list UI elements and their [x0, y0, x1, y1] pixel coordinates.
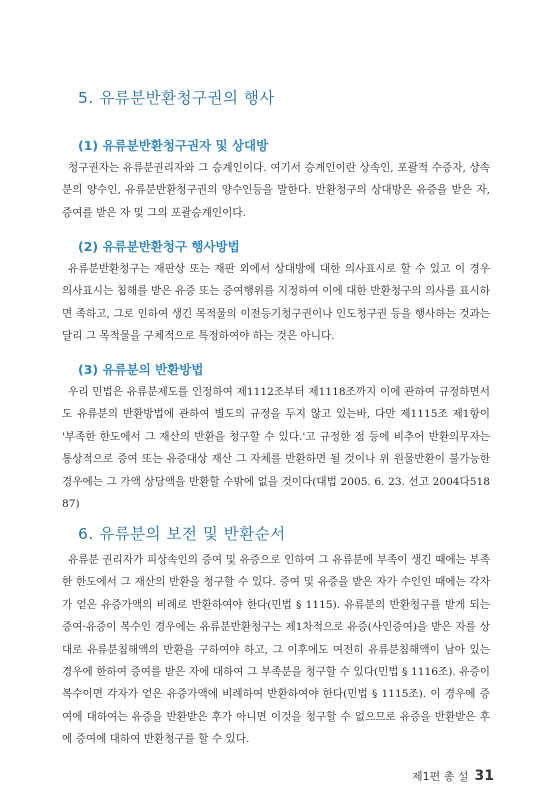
- page-number: 31: [474, 768, 494, 784]
- subsection-1-paragraph: 청구권자는 유류분권리자와 그 승계인이다. 여기서 승계인이란 상속인, 포괄적 수증자, 상속분의 양수인, 유류분반환청구권의 양수인등을 말한다. 반환청구의 상대방은 유증을 받은 자, 증여를 받은 자 및 그의 포괄승계인이다.: [62, 162, 490, 219]
- footer-section-label: 제1편 총 설: [412, 770, 469, 783]
- subsection-3-paragraph: 우리 민법은 유류분제도를 인정하여 제1112조부터 제1118조까지 이에 관하여 규정하면서도 유류분의 반환방법에 관하여 별도의 규정을 두지 않고 있는바, 다만 제1115조 제1항이 '부족한 한도에서 그 재산의 반환을 청구할 수 있다.'고 규정한 점 등에 비추어 반환의무자는 통상적으로 증여 또는 유증대상 재산 그 자체를 반환하면 될 것이나 위 원물반환이 불가능한 경우에는 그 가액 상당액을 반환할 수밖에 없을 것이다(대법 2005. 6. 23. 선고 2004다51887): [62, 386, 490, 511]
- section-6-heading: 6. 유류분의 보전 및 반환순서: [78, 525, 286, 543]
- subsection-2-heading: (2) 유류분반환청구 행사방법: [78, 239, 240, 254]
- subsection-2-paragraph: 유류분반환청구는 재판상 또는 재판 외에서 상대방에 대한 의사표시로 할 수 있고 이 경우 의사표시는 침해를 받은 유증 또는 증여행위를 지정하여 이에 대한 반환청구의 의사를 표시하면 족하고, 그로 인하여 생긴 목적물의 이전등기청구권이나 인도청구권 등을 행사하는 것과는 달리 그 목적물을 구체적으로 특정하여야 하는 것은 아니다.: [62, 263, 490, 343]
- subsection-1-heading: (1) 유류분반환청구권자 및 상대방: [78, 138, 269, 153]
- page-footer: [412, 768, 494, 784]
- subsection-3-heading: (3) 유류분의 반환방법: [78, 362, 204, 377]
- section-6-paragraph: 유류분 권리자가 피상속인의 증여 및 유증으로 인하여 그 유류분에 부족이 생긴 때에는 부족한 한도에서 그 재산의 반환을 청구할 수 있다. 증여 및 유증을 받은 자가 수인인 때에는 각자가 얻은 유증가액의 비례로 반환하여야 한다(민법 § 1115). 유류분의 반환청구를 받게 되는 증여·유증이 복수인 경우에는 유류분반환청구는 제1차적으로 유증(사인증여)을 받은 자를 상대로 유류분침해액의 반환을 구하여야 하고, 그 이후에도 여전히 유류분침해액이 남아 있는 경우에 한하여 증여를 받은 자에 대하여 그 부족분을 청구할 수 있다(민법 § 1116조). 유증이 복수이면 각자가 얻은 유증가액에 비례하여 반환하여야 한다(민법 § 1115조). 이 경우에 증여에 대하여는 유증을 반환받은 후가 아니면 이것을 청구할 수 없으므로 유증을 반환받은 후에 증여에 대하여 반환청구를 할 수 있다.: [62, 554, 490, 746]
- section-5-heading: 5. 유류분반환청구권의 행사: [78, 89, 275, 107]
